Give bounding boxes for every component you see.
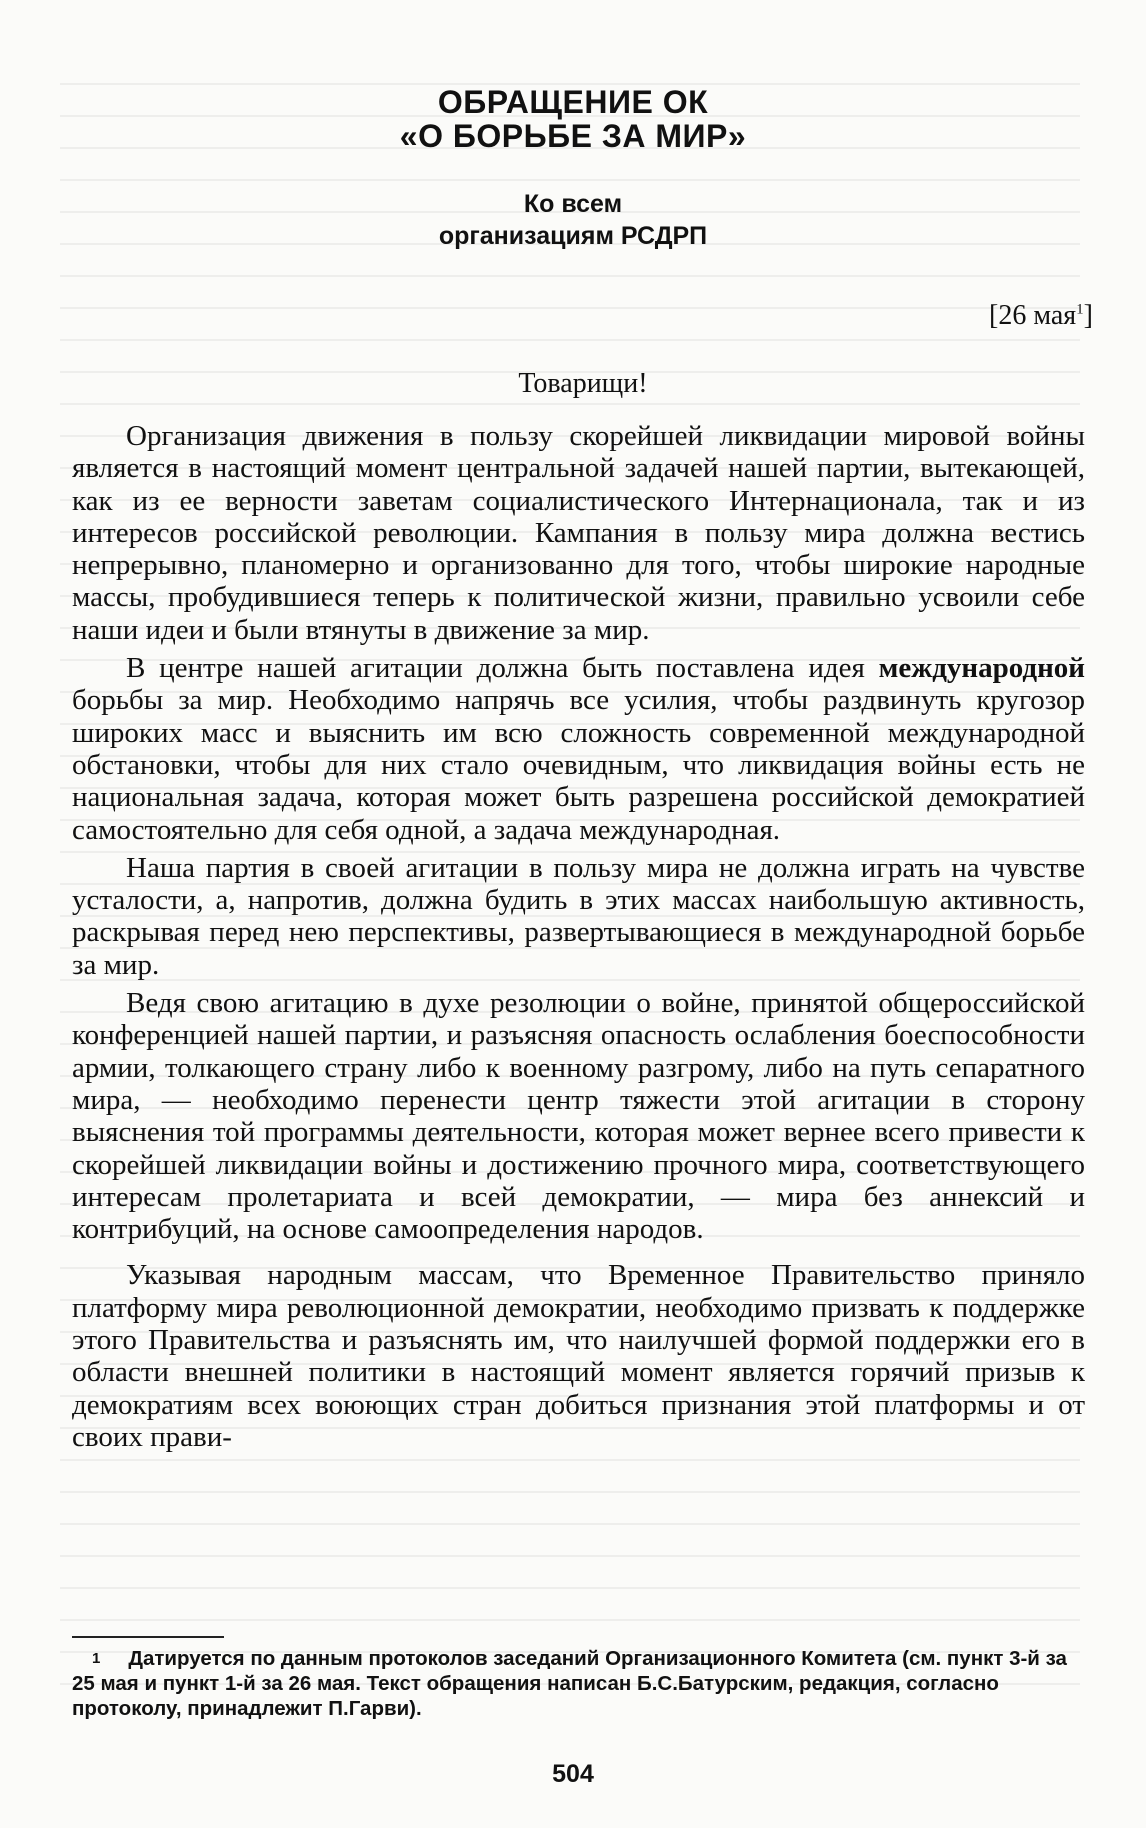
paragraph-3: Наша партия в своей агитации в пользу мира не должна играть на чувстве усталости, а, напротив, должна будить в этих массах наибольшую активность, раскрывая перед нею перспективы, развертывающиеся в международной борьбе за мир. xyxy=(72,851,1085,981)
footnote-divider xyxy=(72,1636,224,1638)
paragraph-2-emphasis: международной xyxy=(878,652,1085,685)
date-text: [26 мая xyxy=(989,300,1077,331)
subtitle-line-2: организациям РСДРП xyxy=(438,222,708,250)
paragraph-4: Ведя свою агитацию в духе резолюции о войне, принятой общероссийской конференцией нашей партии, и разъясняя опасность ослабления боеспособности армии, толкающего страну либо к военному разгрому, либо на путь сепаратного мира, — необходимо перенести центр тяжести этой агитации в сторону выяснения той программы деятельности, которая может вернее всего привести к скорейшей ликвидации войны и достижению прочного мира, соответствующего интересам пролетариата и всей демократии, — мира без аннексий и контрибуций, на основе самоопределения народов. xyxy=(72,987,1085,1246)
date-footnote-ref: 1 xyxy=(1076,301,1084,318)
paragraph-2 xyxy=(72,652,1085,846)
paragraph-2-after: борьбы за мир. Необходимо напрячь все усилия, чтобы раздвинуть кругозор широких масс и выяснить им всю сложность современной международной обстановки, чтобы для них стало очевидным, что ликвидация войны есть не национальная задача, которая может быть разрешена российской демократией самостоятельно для себя одной, а задача международная. xyxy=(72,684,1085,846)
paragraph-2-before: В центре нашей агитации должна быть поставлена идея xyxy=(126,652,879,685)
body-text xyxy=(72,420,1085,1459)
page-number: 504 xyxy=(552,1760,594,1788)
paragraph-5: Указывая народным массам, что Временное Правительство приняло платформу мира революционной демократии, необходимо призвать к поддержке этого Правительства и разъяснять им, что наилучшей формой поддержки его в области внешней политики в настоящий момент является горячий призыв к демократиям всех воюющих стран добиться признания этой платформы и от своих прави- xyxy=(72,1259,1085,1453)
title-line-1: ОБРАЩЕНИЕ ОК xyxy=(437,84,709,120)
footnote-text: Датируется по данным протоколов заседаний Организационного Комитета (см. пункт 3-й за 25 мая и пункт 1-й за 26 мая. Текст обращения написан Б.С.Батурским, редакция, согласно протоколу, принадлежит П.Гарви). xyxy=(72,1647,1067,1720)
footnote xyxy=(72,1646,1085,1721)
paragraph-1: Организация движения в пользу скорейшей ликвидации мировой войны является в настоящий момент центральной задачей нашей партии, вытекающей, как из ее верности заветам социалистического Интернационала, так и из интересов российской революции. Кампания в пользу мира должна вестись непрерывно, планомерно и организованно для того, чтобы широкие народные массы, пробудившиеся теперь к политической жизни, правильно усвоили себе наши идеи и были втянуты в движение за мир. xyxy=(72,420,1085,646)
footnote-mark: 1 xyxy=(92,1650,101,1667)
document-date xyxy=(989,300,1093,332)
date-bracket: ] xyxy=(1083,300,1093,331)
title-line-2: «О БОРЬБЕ ЗА МИР» xyxy=(399,118,747,154)
greeting: Товарищи! xyxy=(518,368,648,399)
subtitle-line-1: Ко всем xyxy=(523,190,623,218)
